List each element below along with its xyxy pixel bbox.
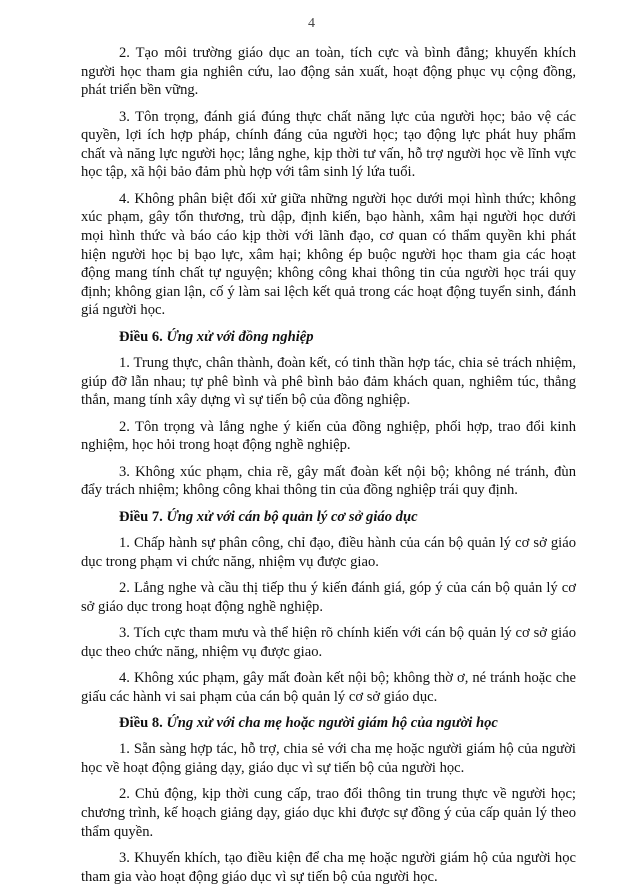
article-title: Ứng xử với cán bộ quản lý cơ sở giáo dục — [166, 508, 418, 525]
paragraph: 3. Khuyến khích, tạo điều kiện để cha mẹ hoặc người giám hộ của người học tham gia vào hoạt động giáo dục vì sự tiến bộ của người học. — [81, 849, 576, 885]
article-title: Ứng xử với cha mẹ hoặc người giám hộ của người học — [166, 714, 498, 731]
paragraph: 3. Không xúc phạm, chia rẽ, gây mất đoàn kết nội bộ; không né tránh, đùn đẩy trách nhiệm; không công khai thông tin của đồng nghiệp trái quy định. — [81, 463, 576, 499]
paragraph: 2. Tôn trọng và lắng nghe ý kiến của đồng nghiệp, phối hợp, trao đổi kinh nghiệm, học hỏi trong hoạt động nghề nghiệp. — [81, 418, 576, 454]
paragraph: 1. Trung thực, chân thành, đoàn kết, có tinh thần hợp tác, chia sẻ trách nhiệm, giúp đỡ lẫn nhau; tự phê bình và phê bình bảo đảm khách quan, nghiêm túc, thẳng thắn, mang tính xây dựng vì sự tiến bộ của đồng nghiệp. — [81, 355, 576, 409]
paragraph: 3. Tích cực tham mưu và thể hiện rõ chính kiến với cán bộ quản lý cơ sở giáo dục theo chức năng, nhiệm vụ được giao. — [81, 625, 576, 660]
paragraph: 2. Tạo môi trường giáo dục an toàn, tích cực và bình đẳng; khuyến khích người học tham gia nghiên cứu, lao động sản xuất, hoạt động phục vụ cộng đồng, phát triển bền vững. — [81, 45, 576, 99]
paragraph: 4. Không xúc phạm, gây mất đoàn kết nội bộ; không thờ ơ, né tránh hoặc che giấu các hành vi sai phạm của cán bộ quản lý cơ sở giáo dục. — [81, 669, 576, 705]
page-number: 4 — [308, 16, 315, 31]
article-heading — [81, 328, 576, 347]
article-heading — [81, 508, 576, 527]
article-number: Điều 8. — [119, 714, 163, 731]
article-number: Điều 7. — [119, 508, 163, 525]
article-number: Điều 6. — [119, 328, 163, 345]
paragraph: 1. Sẵn sàng hợp tác, hỗ trợ, chia sẻ với cha mẹ hoặc người giám hộ của người học về hoạt động giảng dạy, giáo dục vì sự tiến bộ của người học. — [81, 741, 576, 776]
paragraph: 2. Chủ động, kịp thời cung cấp, trao đổi thông tin trung thực về người học; chương trình, kế hoạch giảng dạy, giáo dục khi được sự đồng ý của cấp quản lý theo thẩm quyền. — [81, 786, 576, 840]
article-heading — [81, 714, 576, 733]
paragraph: 4. Không phân biệt đối xử giữa những người học dưới mọi hình thức; không xúc phạm, gây tổn thương, trù dập, định kiến, bạo hành, xâm hại người học dưới mọi hình thức và báo cáo kịp thời với lãnh đạo, cơ quan có thẩm quyền khi phát hiện người học bị bạo lực, xâm hại; không ép buộc người học tham gia các hoạt động mang tính chất tự nguyện; không công khai thông tin của người học trái quy định; không gian lận, cố ý làm sai lệch kết quả trong các hoạt động tuyển sinh, đánh giá người học. — [81, 190, 576, 319]
article-title: Ứng xử với đồng nghiệp — [166, 328, 314, 345]
document-body — [81, 44, 576, 894]
paragraph: 3. Tôn trọng, đánh giá đúng thực chất năng lực của người học; bảo vệ các quyền, lợi ích hợp pháp, chính đáng của người học; tạo động lực phát huy phẩm chất và năng lực người học; lắng nghe, kịp thời tư vấn, hỗ trợ người học về lĩnh vực học tập, xã hội bảo đảm phù hợp với tâm sinh lý lứa tuổi. — [81, 108, 576, 181]
paragraph: 2. Lắng nghe và cầu thị tiếp thu ý kiến đánh giá, góp ý của cán bộ quản lý cơ sở giáo dục trong hoạt động nghề nghiệp. — [81, 580, 576, 615]
paragraph: 1. Chấp hành sự phân công, chỉ đạo, điều hành của cán bộ quản lý cơ sở giáo dục trong phạm vi chức năng, nhiệm vụ được giao. — [81, 535, 576, 570]
